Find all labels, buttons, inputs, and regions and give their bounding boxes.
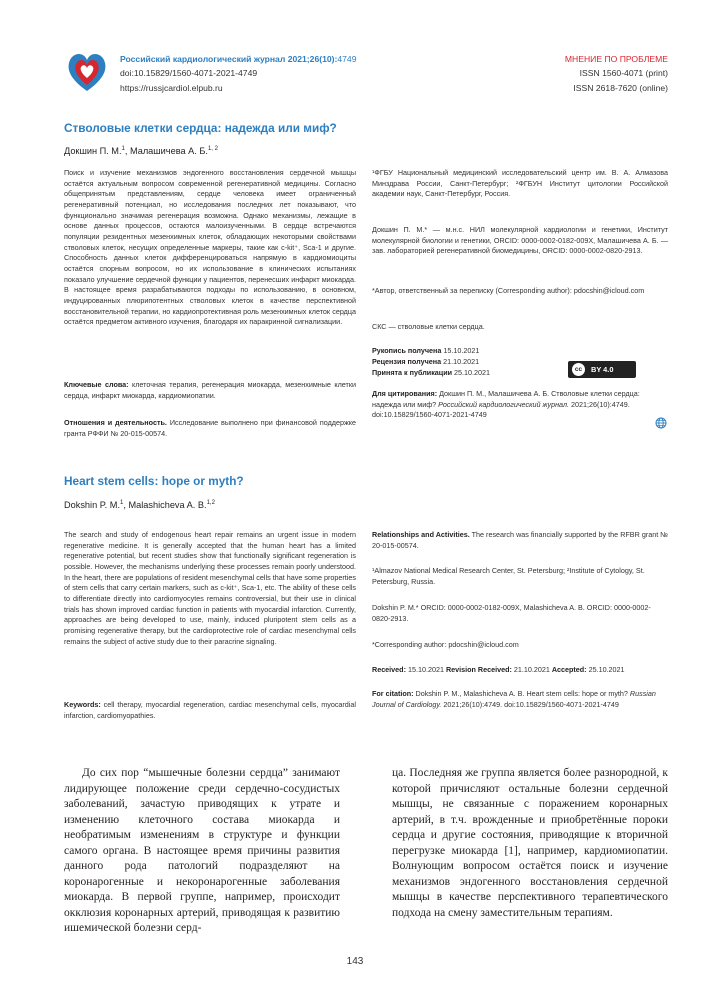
author-1-ru: Докшин П. М. xyxy=(64,146,122,157)
keywords-label-ru: Ключевые слова: xyxy=(64,380,129,389)
dates-ru xyxy=(372,346,552,378)
relations-ru xyxy=(64,418,356,439)
received-date-ru: 15.10.2021 xyxy=(441,346,480,355)
author-2-affiliation-en: 1,2 xyxy=(206,500,215,506)
keywords-ru xyxy=(64,380,356,401)
journal-url[interactable]: https://russjcardiol.elpub.ru xyxy=(120,82,223,93)
citation-journal-en: Russian Journal of Cardiology. xyxy=(372,689,656,709)
cc-icon: cc xyxy=(572,363,585,376)
citation-text-ru: Докшин П. М., Малашичева А. Б. Стволовые клетки сердца: надежда или миф? xyxy=(372,389,640,409)
article-number: 4749 xyxy=(337,54,357,64)
author-2-affiliation-ru: 1, 2 xyxy=(207,146,218,152)
citation-tail-ru: 2021;26(10):4749. doi:10.15829/1560-4071-2021-4749 xyxy=(372,399,630,420)
citation-en xyxy=(372,689,668,710)
header-doi[interactable]: doi:10.15829/1560-4071-2021-4749 xyxy=(120,68,258,79)
cc-license-badge[interactable] xyxy=(568,361,636,378)
accepted-date-en: 25.10.2021 xyxy=(586,665,625,674)
revised-label-en: Revision Received: xyxy=(445,665,512,674)
affiliations-ru: ¹ФГБУ Национальный медицинский исследовательский центр им. В. А. Алмазова Минздрава России, Санкт-Петербург; ²ФГБУН Институт цитологии Российской академии наук, Санкт-Петербург, Россия. xyxy=(372,168,668,199)
article-title-ru: Стволовые клетки сердца: надежда или миф? xyxy=(64,121,337,135)
citation-ru xyxy=(372,389,668,421)
author-1-affiliation-ru: 1 xyxy=(121,146,125,152)
author-1-affiliation-en: 1 xyxy=(120,500,124,506)
keywords-text-ru: клеточная терапия, регенерация миокарда, мезенхимные клетки сердца, инфаркт миокарда, кардиомиопатии. xyxy=(64,380,356,400)
authors-en xyxy=(64,500,215,510)
revised-date-ru: 21.10.2021 xyxy=(441,356,480,366)
journal-issue: 2021;26(10): xyxy=(287,54,338,64)
author-2-en: Malashicheva A. B. xyxy=(128,500,207,511)
citation-tail-en: 2021;26(10):4749. doi:10.15829/1560-4071-2021-4749 xyxy=(441,699,619,709)
body-text-left: До сих пор “мышечные болезни сердца” занимают лидирующее положение среди сердечно-сосудистых заболеваний, зачастую приводящих к утрате и изменению клеточного состава миокарда и необратимым изменениям в структуре и функции самого органа. В настоящее время причины развития данного рода патологий подразделяют на коронарогенные и некоронарогенные заболевания миокарда. В первой группе, например, происходит окклюзия коронарных артерий, приводящая к развитию ишемической болезни серд- xyxy=(64,767,340,934)
issn-block xyxy=(565,52,668,95)
revised-date-en: 21.10.2021 xyxy=(511,665,552,674)
received-row-ru xyxy=(372,346,552,357)
received-label-ru: Рукопись получена xyxy=(372,346,442,355)
author-2-ru: Малашичева А. Б. xyxy=(129,146,208,157)
abstract-en: The search and study of endogenous heart repair remains an urgent issue in modern regenerative medicine. It is generally accepted that the human heart has a limited regenerative potential, but recent studies show that functionally significant regeneration is possible. However, the mechanisms underlying these processes remain poorly understood. In the heart, there are populations of resident mesenchymal cells that have some properties of stem cells that carry certain markers, such as c-kit⁺, Sca-1, etc. The ability of these cells to differentiate directly into cardiomyocytes remains controversial, but their use in clinical trials has shown improved cardiac function in patients with myocardial infarction. Currently, approaches are being developed to use, mainly, induced pluripotent stem cells as a promising regenerative therapy, but the cardioprotective role of cardiac mesenchymal cells remains the subject of active study due to their paracrine signaling. xyxy=(64,530,356,646)
revised-label-ru: Рецензия получена xyxy=(372,356,442,366)
keywords-label-en: Keywords: xyxy=(64,700,101,709)
relations-text-ru: Исследование выполнено при финансовой поддержке гранта РФФИ № 20-015-00574. xyxy=(64,418,356,438)
citation-label-ru: Для цитирования: xyxy=(372,389,438,398)
author-separator-en: , xyxy=(123,500,129,511)
revised-row-ru xyxy=(372,357,552,368)
corresponding-author-ru[interactable]: *Автор, ответственный за переписку (Corresponding author): pdocshin@icloud.com xyxy=(372,286,645,295)
globe-icon[interactable] xyxy=(655,417,667,429)
author-separator-ru: , xyxy=(124,146,130,157)
relations-text-en: The research was financially supported by the RFBR grant № 20-015-00574. xyxy=(372,530,668,550)
issn-print: ISSN 1560-4071 (print) xyxy=(579,68,668,79)
journal-name: Российский кардиологический журнал xyxy=(120,54,286,64)
received-date-en: 15.10.2021 xyxy=(405,665,446,674)
abstract-ru: Поиск и изучение механизмов эндогенного восстановления сердечной мышцы остаётся актуальным вопросом современной регенеративной медицины. Согласно общепринятым представлениям, сердце человека имеет ограниченный регенеративный потенциал, но исследования последних лет показывают, что функционально значимая регенерация возможна. Однако механизмы, лежащие в основе данных процессов, остаются малоизученными. В сердце встречаются популяции резидентных мезенхимных клеток, обладающих некоторыми свойствами стволовых клеток, несущих определенные маркеры, такие как c-kit⁺, Sca-1 и другие. Способность данных клеток дифференцироваться напрямую в кардиомиоциты остаётся спорным вопросом, но их использование в клинических испытаниях показало улучшение сердечной функции у пациентов, перенесших инфаркт миокарда. В настоящее время разрабатываются подходы по использованию, в основном, индуцированных плюрипотентных стволовых клеток в качестве перспективной восстановительной терапии, но кардиопротективная роль мезенхимных клеток сердца остаётся предметом активного изучения, благодаря их паракринной сигнализации. xyxy=(64,168,356,327)
keywords-en xyxy=(64,700,356,721)
journal-logo-icon xyxy=(64,49,110,95)
citation-journal-ru: Российский кардиологический журнал. xyxy=(438,399,569,409)
article-title-en: Heart stem cells: hope or myth? xyxy=(64,474,244,488)
author-1-en: Dokshin P. M. xyxy=(64,500,120,511)
affiliations-en: ¹Almazov National Medical Research Center, St. Petersburg; ²Institute of Cytology, St. Petersburg, Russia. xyxy=(372,566,645,586)
orcid-ru: Докшин П. М.* — м.н.с. НИЛ молекулярной кардиологии и генетики, Институт молекулярной биологии и генетики, ORCID: 0000-0002-0182-009X, Малашичева А. Б. — зав. лабораторией регенеративной биомедицины, ORCID: 0000-0002-0820-2913. xyxy=(372,225,668,256)
page-number: 143 xyxy=(346,956,364,967)
accepted-date-ru: 25.10.2021 xyxy=(452,367,491,377)
orcid-en: Dokshin P. M.* ORCID: 0000-0002-0182-009X, Malashicheva A. B. ORCID: 0000-0002-0820-2913. xyxy=(372,603,651,623)
body-text-right: ца. Последняя же группа является более разнородной, к которой причисляют остальные болезни сердечной мышцы, не связанные с поражением коронарных артерий, в т.ч. врожденные и приобретённые пороки сердца и другие состояния, приводящие к вторичной перегрузке миокарда [1], например, кардиомиопатии. Волнующим вопросом остаётся поиск и изучение механизмов эндогенного восстановления сердечной мышцы в качестве перспективного терапевтического подхода на смену заместительным терапиям. xyxy=(392,767,668,919)
accepted-label-en: Accepted: xyxy=(551,665,587,674)
relations-label-ru: Отношения и деятельность. xyxy=(64,418,167,427)
keywords-text-en: cell therapy, myocardial regeneration, cardiac mesenchymal cells, myocardial infarction, cardiomyopathies. xyxy=(64,700,356,720)
citation-text-en: Dokshin P. M., Malashicheva A. B. Heart stem cells: hope or myth? xyxy=(413,689,630,698)
accepted-label-ru: Принята к публикации xyxy=(372,367,453,377)
received-label-en: Received: xyxy=(372,665,406,674)
issn-online: ISSN 2618-7620 (online) xyxy=(573,82,668,93)
citation-label-en: For citation: xyxy=(372,689,414,698)
journal-header xyxy=(64,49,668,95)
relations-en xyxy=(372,530,668,551)
dates-en xyxy=(372,665,668,676)
abbreviations-ru: СКС — стволовые клетки сердца. xyxy=(372,322,485,331)
license-label: BY 4.0 xyxy=(591,365,614,374)
corresponding-author-en[interactable]: *Corresponding author: pdocshin@icloud.com xyxy=(372,640,519,649)
relations-label-en: Relationships and Activities. xyxy=(372,530,470,539)
section-label: МНЕНИЕ ПО ПРОБЛЕМЕ xyxy=(564,54,668,64)
journal-info xyxy=(120,52,357,95)
accepted-row-ru xyxy=(372,368,552,379)
authors-ru xyxy=(64,146,218,156)
